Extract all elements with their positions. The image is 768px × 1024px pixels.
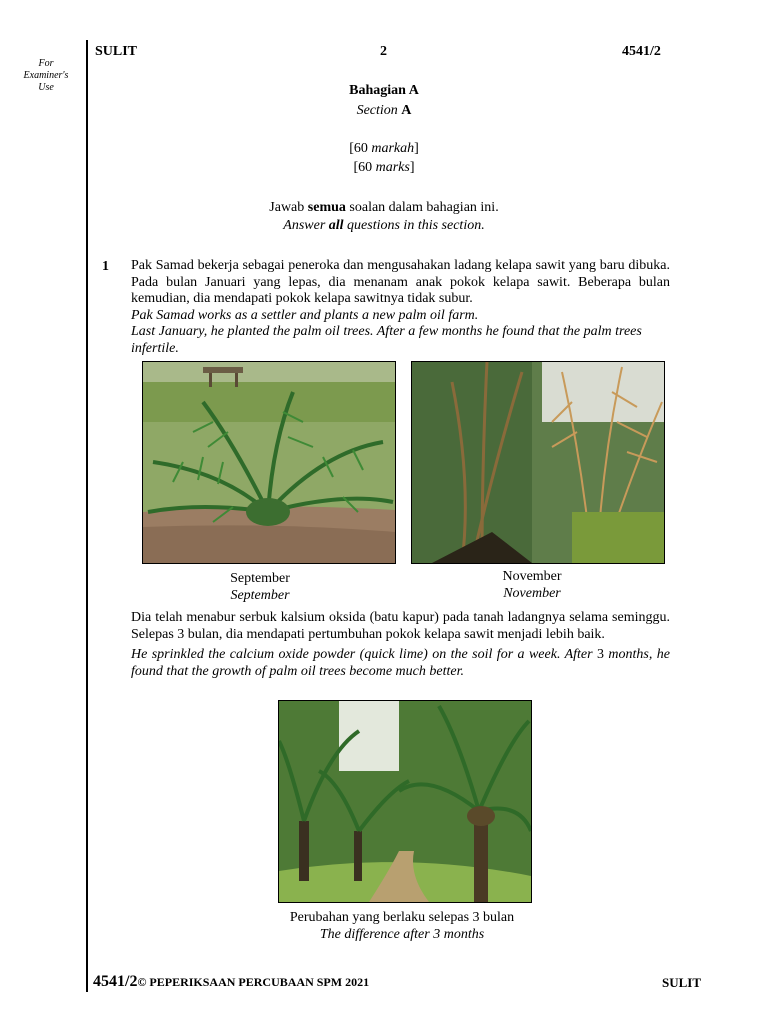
caption-september (142, 570, 378, 604)
marks-en-num: 60 (358, 160, 373, 175)
caption-september-ms: September (230, 571, 290, 586)
footer-code: 4541/2 (93, 973, 138, 990)
caption-difference-en: The difference after 3 months (319, 927, 485, 942)
page-number: 2 (380, 44, 387, 59)
para2-en (131, 647, 670, 680)
marks-en: [60 marks] (353, 160, 415, 175)
question-para2 (131, 610, 670, 680)
section-title-en-word: Section (356, 103, 398, 118)
footer-left (93, 973, 369, 991)
infertile-palm-image (412, 362, 664, 563)
intro-ms: Pak Samad bekerja sebagai peneroka dan mengusahakan ladang kelapa sawit yang baru dibuka. Pada bulan Januari yang lepas, dia menanam anak pokok kelapa sawit. Beberapa bulan kemudian, dia mendapati pokok kelapa sawitnya tidak subur. (131, 258, 670, 306)
question-number: 1 (102, 259, 109, 274)
question-intro (131, 258, 670, 357)
marks-ms-word: markah (371, 141, 415, 156)
instr-en-post: questions in this section. (347, 218, 485, 233)
header-sulit: SULIT (95, 44, 138, 59)
caption-november-en: November (503, 586, 561, 601)
footer-copyright: © PEPERIKSAAN PERCUBAAN SPM 2021 (137, 975, 370, 989)
palm-seedling-image (143, 362, 395, 563)
section-letter: A (401, 103, 412, 118)
instr-en-pre: Answer (283, 218, 326, 233)
para2-en-pre: He sprinkled the calcium oxide powder ( (131, 647, 365, 662)
photo-after-3-months (278, 700, 532, 903)
instr-en-bold: all (328, 218, 344, 233)
caption-september-en: September (230, 588, 290, 603)
photo-september-palm (142, 361, 396, 564)
examiner-use-line2: Examiner's (23, 70, 69, 81)
para2-en-quicklime: quick lime (364, 647, 424, 662)
marks-ms-num: 60 (353, 141, 368, 156)
caption-november-ms: November (502, 569, 562, 584)
para2-ms: Dia telah menabur serbuk kalsium oksida (batu kapur) pada tanah ladangnya selama seminggu. Selepas 3 bulan, dia mendapati pertumbuhan pokok kelapa sawit menjadi lebih baik. (131, 610, 670, 642)
caption-difference-ms: Perubahan yang berlaku selepas 3 bulan (289, 910, 515, 925)
healthy-palms-image (279, 701, 531, 902)
para2-en-mid: ) on the soil for a week. After (423, 647, 598, 662)
caption-november (411, 568, 653, 602)
para2-en-post: months, he found that the growth of palm oil trees become much better. (131, 647, 671, 679)
examiner-use-line3: Use (38, 82, 54, 93)
instr-ms-post: soalan dalam bahagian ini. (349, 200, 499, 215)
margin-line (86, 40, 88, 992)
section-title-ms: Bahagian A (349, 83, 419, 98)
instruction-en (0, 218, 768, 234)
instr-ms-bold: semua (307, 200, 346, 215)
intro-en-2: Last January, he planted the palm oil trees. After a few months he found that the palm trees infertile. (131, 324, 642, 356)
footer-sulit: SULIT (662, 975, 702, 990)
marks-ms: [60 markah] (349, 141, 419, 156)
marks-en-word: marks (375, 160, 410, 175)
caption-after-3-months (270, 909, 534, 943)
photo-november-palm (411, 361, 665, 564)
examiner-use-line1: For (38, 58, 54, 69)
section-title-en (0, 103, 768, 119)
instr-ms-pre: Jawab (269, 200, 305, 215)
header-code: 4541/2 (622, 44, 661, 59)
para2-en-number: 3 (597, 647, 605, 662)
instruction-ms (0, 200, 768, 216)
intro-en-1: Pak Samad works as a settler and plants a new palm oil farm. (131, 307, 479, 323)
